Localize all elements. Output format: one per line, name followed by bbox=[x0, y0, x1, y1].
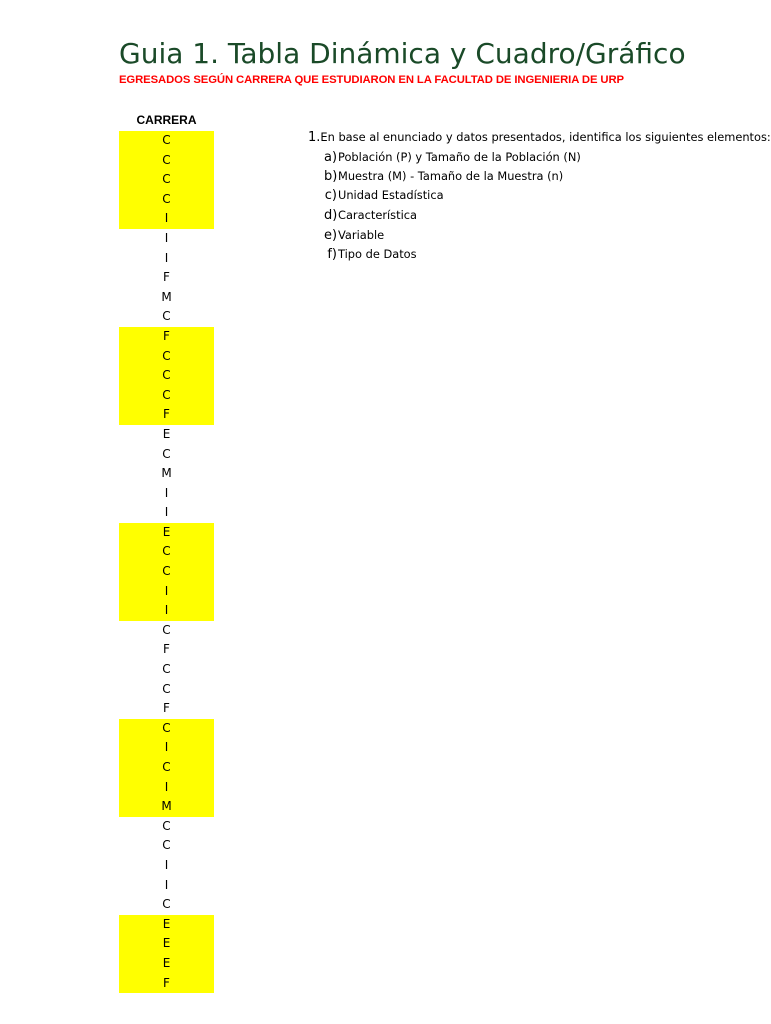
carrera-cell: M bbox=[161, 289, 172, 304]
question-block bbox=[308, 130, 771, 280]
carrera-cell: C bbox=[162, 622, 171, 637]
carrera-cell: F bbox=[163, 701, 170, 716]
carrera-cell: M bbox=[119, 797, 214, 817]
carrera-cell: C bbox=[162, 818, 171, 833]
question-item-text: Tipo de Datos bbox=[338, 247, 417, 261]
question-text: En base al enunciado y datos presentados, identifica los siguientes elementos: bbox=[320, 130, 771, 144]
question-item-letter: c) bbox=[324, 188, 337, 203]
carrera-cell: F bbox=[119, 327, 214, 347]
carrera-cell: C bbox=[162, 897, 171, 912]
question-item bbox=[324, 188, 444, 203]
carrera-cell: I bbox=[164, 230, 169, 245]
carrera-cell: F bbox=[119, 405, 214, 425]
carrera-cell: C bbox=[162, 838, 171, 853]
carrera-cell: E bbox=[119, 915, 214, 935]
carrera-cell: C bbox=[119, 170, 214, 190]
carrera-cell: M bbox=[161, 466, 172, 481]
carrera-cell: I bbox=[119, 738, 214, 758]
carrera-cell: E bbox=[162, 426, 171, 441]
carrera-cell: C bbox=[119, 131, 214, 151]
carrera-cell: F bbox=[163, 642, 170, 657]
question-item-text: Población (P) y Tamaño de la Población (N) bbox=[338, 150, 581, 164]
question-item-letter: b) bbox=[324, 169, 338, 184]
question-item-letter: f) bbox=[327, 247, 337, 262]
carrera-cell: I bbox=[119, 601, 214, 621]
question-item bbox=[324, 150, 581, 165]
carrera-cell: I bbox=[164, 250, 169, 265]
question-item-text: Muestra (M) - Tamaño de la Muestra (n) bbox=[338, 169, 564, 183]
carrera-cell: I bbox=[119, 778, 214, 798]
carrera-cell: C bbox=[119, 386, 214, 406]
carrera-cell: I bbox=[164, 505, 169, 520]
carrera-cell: C bbox=[119, 347, 214, 367]
question-item-letter: e) bbox=[324, 228, 338, 243]
carrera-cell: E bbox=[119, 934, 214, 954]
carrera-cell: C bbox=[119, 366, 214, 386]
carrera-cell: E bbox=[119, 954, 214, 974]
carrera-cell: C bbox=[119, 151, 214, 171]
question-number: 1. bbox=[308, 130, 321, 145]
question-item bbox=[324, 169, 563, 184]
carrera-cell: I bbox=[164, 877, 169, 892]
carrera-cell: C bbox=[119, 562, 214, 582]
question-item-letter: d) bbox=[324, 208, 338, 223]
carrera-cell: C bbox=[119, 542, 214, 562]
carrera-cell: I bbox=[119, 209, 214, 229]
carrera-cell: F bbox=[163, 270, 170, 285]
carrera-cell: E bbox=[119, 523, 214, 543]
carrera-cell: C bbox=[119, 719, 214, 739]
column-header-carrera: CARRERA bbox=[136, 113, 197, 127]
question-item-text: Característica bbox=[338, 208, 417, 222]
question-item bbox=[324, 228, 384, 243]
carrera-cell: I bbox=[164, 485, 169, 500]
title-container bbox=[119, 34, 686, 76]
question-item-letter: a) bbox=[324, 150, 338, 165]
page-subtitle: EGRESADOS SEGÚN CARRERA QUE ESTUDIARON EN LA FACULTAD DE INGENIERIA DE URP bbox=[119, 74, 624, 86]
carrera-cell: C bbox=[162, 446, 171, 461]
carrera-cell: I bbox=[119, 582, 214, 602]
carrera-cell: C bbox=[119, 190, 214, 210]
question-item-text: Unidad Estadística bbox=[338, 188, 444, 202]
carrera-cell: C bbox=[162, 662, 171, 677]
carrera-cell: I bbox=[164, 857, 169, 872]
carrera-cell: F bbox=[119, 974, 214, 994]
carrera-column bbox=[119, 131, 214, 993]
question-item bbox=[324, 247, 417, 262]
question-item bbox=[324, 208, 417, 223]
page-title: Guia 1. Tabla Dinámica y Cuadro/Gráfico bbox=[119, 37, 686, 70]
question-item-text: Variable bbox=[338, 228, 385, 242]
question-line bbox=[308, 130, 771, 145]
carrera-cell: C bbox=[162, 309, 171, 324]
carrera-cell: C bbox=[119, 758, 214, 778]
carrera-cell: C bbox=[162, 681, 171, 696]
